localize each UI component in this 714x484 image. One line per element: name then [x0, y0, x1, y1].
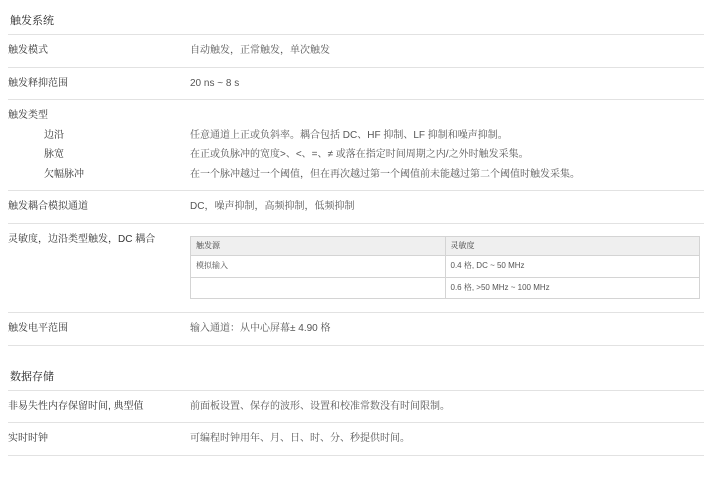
row-label: 非易失性内存保留时间, 典型值 — [8, 390, 190, 423]
row-label: 实时时钟 — [8, 423, 190, 456]
table-row — [8, 165, 704, 191]
cell-source: 模拟输入 — [191, 256, 446, 277]
row-label: 触发释抑范围 — [8, 67, 190, 100]
row-value: 前面板设置、保存的波形、设置和校准常数没有时间限制。 — [190, 390, 704, 423]
row-value-table — [190, 223, 704, 313]
row-label: 触发类型 — [8, 100, 190, 125]
row-label-empty — [8, 455, 190, 456]
row-label: 触发耦合模拟通道 — [8, 191, 190, 224]
table-row-end — [8, 455, 704, 456]
row-value-empty — [190, 455, 704, 456]
table-row-sensitivity — [8, 223, 704, 313]
table-header-row — [191, 236, 700, 256]
row-label: 欠幅脉冲 — [44, 168, 84, 180]
table-row — [8, 423, 704, 456]
row-value: DC，噪声抑制，高频抑制，低频抑制 — [190, 191, 704, 224]
cell-sensitivity: 0.6 格, >50 MHz ~ 100 MHz — [445, 277, 700, 298]
section-spacer — [8, 346, 704, 364]
section-title-storage: 数据存储 — [10, 370, 54, 383]
row-value: 自动触发，正常触发，单次触发 — [190, 35, 704, 68]
row-value: 在一个脉冲越过一个阈值，但在再次越过第一个阈值前未能越过第二个阈值时触发采集。 — [190, 168, 580, 180]
table-row — [8, 125, 704, 146]
table-row — [191, 277, 700, 298]
table-row — [8, 390, 704, 423]
cell-source — [191, 277, 446, 298]
table-row — [8, 100, 704, 125]
cell-sensitivity: 0.4 格, DC ~ 50 MHz — [445, 256, 700, 277]
row-value: 输入通道：从中心屏幕± 4.90 格 — [190, 313, 704, 345]
row-value: 任意通道上正或负斜率。耦合包括 DC、HF 抑制、LF 抑制和噪声抑制。 — [190, 129, 508, 141]
table-row — [8, 313, 704, 345]
spec-table-storage — [8, 390, 704, 456]
table-row — [8, 191, 704, 224]
row-value — [190, 100, 704, 125]
row-label: 触发模式 — [8, 35, 190, 68]
row-value: 可编程时钟用年、月、日、时、分、秒提供时间。 — [190, 423, 704, 456]
row-label: 脉宽 — [44, 149, 64, 160]
column-header-source: 触发源 — [191, 236, 446, 256]
spec-table-trigger — [8, 34, 704, 345]
row-label: 边沿 — [44, 129, 64, 141]
table-row — [191, 256, 700, 277]
row-label: 灵敏度，边沿类型触发，DC 耦合 — [8, 223, 190, 313]
section-title-trigger: 触发系统 — [10, 15, 54, 27]
table-row — [8, 35, 704, 68]
column-header-sensitivity: 灵敏度 — [445, 236, 700, 256]
row-value: 20 ns ~ 8 s — [190, 67, 704, 100]
row-label: 触发电平范围 — [8, 313, 190, 345]
table-row — [8, 145, 704, 165]
row-value: 在正或负脉冲的宽度>、<、=、≠ 或落在指定时间周期之内/之外时触发采集。 — [190, 149, 529, 160]
sensitivity-table — [190, 236, 700, 300]
table-row — [8, 67, 704, 100]
